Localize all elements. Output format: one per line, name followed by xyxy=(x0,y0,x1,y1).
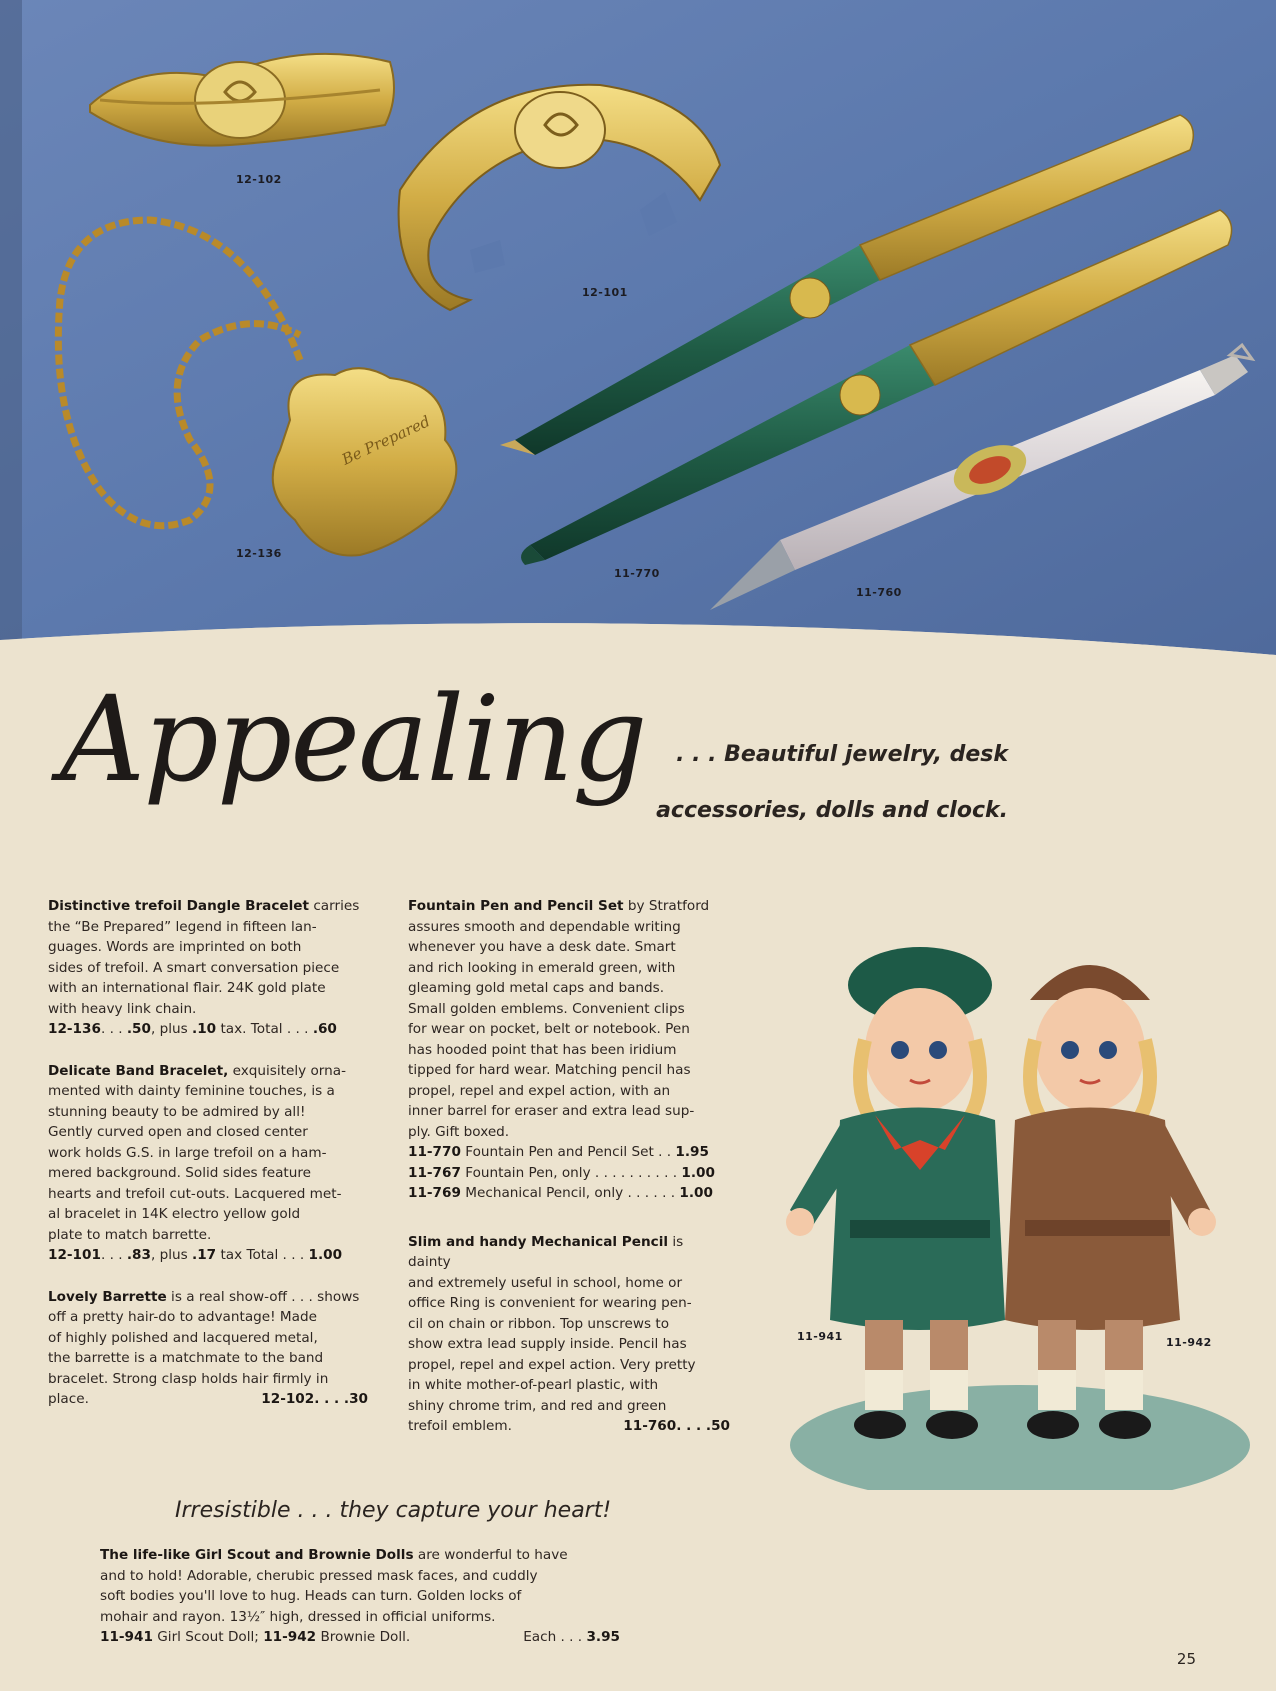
item-name: Brownie Doll. xyxy=(316,1629,411,1645)
pencil-price: 11-760. . . .50 xyxy=(623,1418,730,1434)
desc-line: assures smooth and dependable writing xyxy=(408,918,681,935)
price-text: , plus xyxy=(150,1021,193,1037)
desc-line: al bracelet in 14K electro yellow gold xyxy=(48,1206,301,1222)
desc-line: is dainty xyxy=(408,1233,684,1270)
desc-line: exquisitely orna- xyxy=(232,1062,346,1079)
label-barrette: 12-102 xyxy=(236,173,282,186)
desc-line: stunning beauty to be admired by all! xyxy=(48,1103,306,1120)
price: 1.95 xyxy=(675,1144,709,1160)
desc-line: and to hold! Adorable, cherubic pressed mask faces, and cuddly xyxy=(100,1567,538,1584)
page-number: 25 xyxy=(1176,1650,1196,1668)
dolls-codes xyxy=(100,1627,410,1648)
band-bracelet-title: Delicate Band Bracelet, xyxy=(48,1062,229,1079)
desc-line: tipped for hard wear. Matching pencil has xyxy=(408,1062,691,1078)
desc-line: cil on chain or ribbon. Top unscrews to xyxy=(408,1315,670,1332)
dots: . . . . . . . . . . xyxy=(590,1164,682,1181)
desc-line: ply. Gift boxed. xyxy=(408,1123,510,1140)
desc-line: place. xyxy=(48,1391,89,1407)
item-name: Fountain Pen and Pencil Set xyxy=(465,1144,654,1160)
pencil-price-row xyxy=(408,1416,730,1437)
desc-line: with heavy link chain. xyxy=(48,1000,197,1017)
desc-line: trefoil emblem. xyxy=(408,1418,512,1434)
desc-line: office Ring is convenient for wearing pen- xyxy=(408,1295,692,1311)
label-scout-doll: 11-941 xyxy=(797,1330,843,1343)
brownie-doll xyxy=(1005,965,1216,1439)
desc-line: sides of trefoil. A smart conversation piece xyxy=(48,959,340,976)
desc-line: hearts and trefoil cut-outs. Lacquered met- xyxy=(48,1185,342,1202)
label-brownie-doll: 11-942 xyxy=(1166,1336,1212,1349)
price-text: , plus xyxy=(150,1247,193,1263)
total: .60 xyxy=(312,1021,337,1037)
desc-line: mohair and rayon. 13½″ high, dressed in official uniforms. xyxy=(100,1608,496,1625)
desc-line: propel, repel and expel action. Very pretty xyxy=(408,1356,696,1373)
dolls-description xyxy=(100,1545,620,1648)
label-pencil: 11-760 xyxy=(856,586,902,599)
label-dangle-bracelet: 12-136 xyxy=(236,547,282,560)
dots: . . . xyxy=(100,1247,127,1263)
desc-line: propel, repel and expel action, with an xyxy=(408,1082,671,1099)
barrette-price-row xyxy=(48,1389,368,1410)
dolls-price-row xyxy=(100,1627,620,1648)
pen-set-title: Fountain Pen and Pencil Set xyxy=(408,898,624,914)
price: 1.00 xyxy=(681,1164,715,1181)
item-code: 12-136 xyxy=(48,1021,101,1037)
dolls-illustration xyxy=(770,900,1250,1490)
desc-line: with an international flair. 24K gold plate xyxy=(48,980,326,996)
pencil-title: Slim and handy Mechanical Pencil xyxy=(408,1233,669,1250)
price-text: tax. Total . . . xyxy=(216,1021,313,1037)
band-bracelet-price xyxy=(48,1245,368,1266)
desc-line: inner barrel for eraser and extra lead sup- xyxy=(408,1103,695,1119)
band-bracelet-description xyxy=(48,1061,368,1266)
trefoil-charm-text: Be Prepared xyxy=(339,412,433,469)
desc-line: bracelet. Strong clasp holds hair firmly in xyxy=(48,1370,329,1387)
desc-line: of highly polished and lacquered metal, xyxy=(48,1329,318,1346)
item-code: 11-767 xyxy=(408,1164,461,1181)
dots: . . xyxy=(653,1144,676,1160)
item-code: 11-941 xyxy=(100,1629,153,1645)
middle-column xyxy=(408,896,730,1458)
desc-line: show extra lead supply inside. Pencil has xyxy=(408,1336,687,1352)
pencil-only-price-row xyxy=(408,1183,730,1204)
item-name: Mechanical Pencil, only xyxy=(465,1185,624,1201)
price-text: tax Total . . . xyxy=(216,1247,309,1263)
item-name: Girl Scout Doll; xyxy=(152,1629,264,1645)
barrette-price: 12-102. . . .30 xyxy=(261,1391,368,1407)
tagline-line-1: . . . Beautiful jewelry, desk xyxy=(676,742,1008,767)
label-band-bracelet: 12-101 xyxy=(582,286,628,299)
page-headline: Appealing xyxy=(60,670,646,808)
pen-set-description xyxy=(408,896,730,1204)
dots: . . . xyxy=(100,1021,127,1037)
desc-line: Small golden emblems. Convenient clips xyxy=(408,1000,685,1017)
pen-set-price-row xyxy=(408,1142,730,1163)
desc-line: guages. Words are imprinted on both xyxy=(48,939,302,955)
dolls-title: The life-like Girl Scout and Brownie Dolls xyxy=(100,1547,414,1563)
dangle-bracelet-price xyxy=(48,1019,368,1040)
dots: . . . . . . xyxy=(623,1185,680,1201)
desc-line: by Stratford xyxy=(627,898,710,914)
barrette-title: Lovely Barrette xyxy=(48,1288,167,1305)
tagline-line-2: accessories, dolls and clock. xyxy=(656,798,1008,823)
dolls-heading: Irresistible . . . they capture your heart! xyxy=(175,1498,612,1523)
price: .50 xyxy=(126,1021,151,1037)
desc-line: are wonderful to have xyxy=(417,1547,568,1563)
item-code: 11-769 xyxy=(408,1185,461,1201)
desc-line: mered background. Solid sides feature xyxy=(48,1165,312,1181)
barrette-description xyxy=(48,1287,368,1410)
desc-line: the “Be Prepared” legend in fifteen lan- xyxy=(48,918,317,935)
pencil-description xyxy=(408,1232,730,1437)
desc-line: has hooded point that has been iridium xyxy=(408,1041,677,1058)
label-pen-set: 11-770 xyxy=(614,567,660,580)
left-column xyxy=(48,896,368,1431)
desc-line: mented with dainty feminine touches, is a xyxy=(48,1083,335,1099)
desc-line: carries xyxy=(313,898,360,914)
price: .83 xyxy=(126,1247,151,1263)
desc-line: shiny chrome trim, and red and green xyxy=(408,1397,667,1414)
price-text: Each . . . xyxy=(523,1629,587,1645)
product-photo xyxy=(0,0,1276,700)
desc-line: Gently curved open and closed center xyxy=(48,1124,308,1140)
item-name: Fountain Pen, only xyxy=(465,1164,591,1181)
girl-scout-doll xyxy=(786,947,1005,1439)
desc-line: and extremely useful in school, home or xyxy=(408,1274,683,1291)
price: 3.95 xyxy=(586,1629,620,1645)
dangle-bracelet-title: Distinctive trefoil Dangle Bracelet xyxy=(48,898,309,914)
desc-line: in white mother-of-pearl plastic, with xyxy=(408,1377,659,1393)
item-code: 12-101 xyxy=(48,1247,101,1263)
desc-line: gleaming gold metal caps and bands. xyxy=(408,980,665,996)
pen-price-row xyxy=(408,1163,730,1184)
desc-line: and rich looking in emerald green, with xyxy=(408,959,676,976)
dolls-price xyxy=(523,1627,620,1648)
tax: .10 xyxy=(192,1021,217,1037)
desc-line: work holds G.S. in large trefoil on a ham- xyxy=(48,1144,327,1161)
item-code: 11-942 xyxy=(263,1629,317,1645)
desc-line: is a real show-off . . . shows xyxy=(171,1288,360,1305)
total: 1.00 xyxy=(308,1247,343,1263)
desc-line: the barrette is a matchmate to the band xyxy=(48,1350,324,1366)
desc-line: soft bodies you'll love to hug. Heads can turn. Golden locks of xyxy=(100,1588,522,1604)
desc-line: for wear on pocket, belt or notebook. Pen xyxy=(408,1021,690,1037)
desc-line: off a pretty hair-do to advantage! Made xyxy=(48,1309,317,1325)
desc-line: plate to match barrette. xyxy=(48,1226,212,1243)
tax: .17 xyxy=(192,1247,217,1263)
price: 1.00 xyxy=(679,1185,713,1201)
dangle-bracelet-description xyxy=(48,896,368,1040)
item-code: 11-770 xyxy=(408,1144,461,1160)
desc-line: whenever you have a desk date. Smart xyxy=(408,939,676,955)
